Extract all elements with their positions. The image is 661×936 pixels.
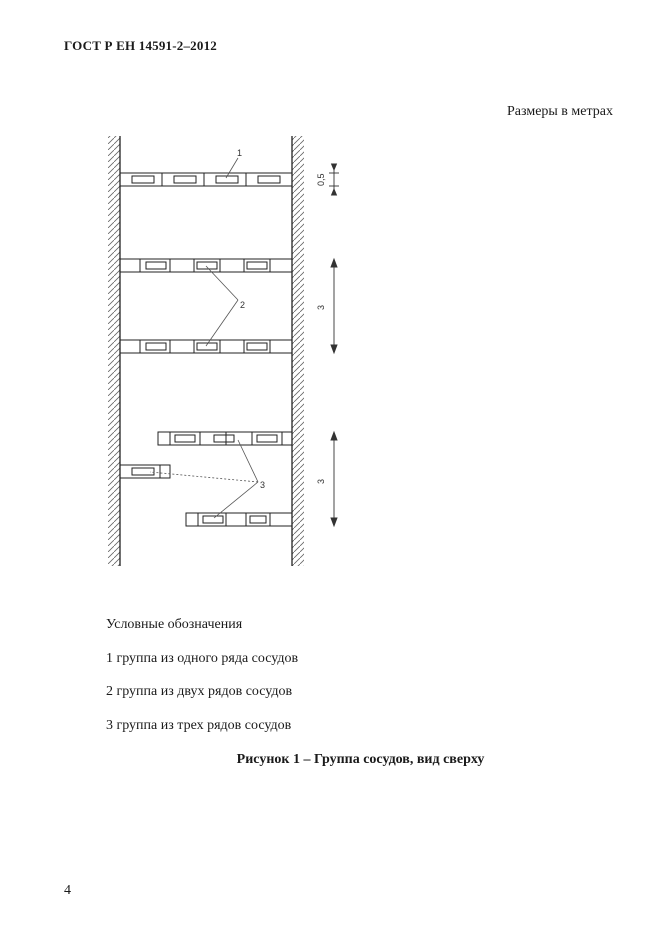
document-header: ГОСТ Р ЕН 14591-2–2012 <box>64 38 217 53</box>
dimension-label-group-3: 3 <box>316 478 326 484</box>
callout-leaders <box>150 158 258 518</box>
callout-2: 2 <box>240 300 246 310</box>
figure-caption <box>0 752 661 768</box>
units-note: Размеры в метрах <box>507 104 613 119</box>
left-wall <box>108 136 120 566</box>
legend-title: Условные обозначения <box>106 617 243 632</box>
right-wall <box>292 136 304 566</box>
callout-3: 3 <box>260 480 266 490</box>
legend-item-1: 1 группа из одного ряда сосудов <box>106 651 299 666</box>
dimension-label-row-spacing: 0,5 <box>316 173 326 186</box>
vessel-row-group-3-bottom <box>186 513 292 526</box>
vessel-row-group-2-lower <box>120 340 292 353</box>
vessel-row-group-2-upper <box>120 259 292 272</box>
legend-item-3: 3 группа из трех рядов сосудов <box>106 718 292 733</box>
vessel-row-group-3-top <box>158 432 292 445</box>
dimension-lines <box>329 164 339 526</box>
page-number: 4 <box>64 883 71 898</box>
dimension-label-group-2: 3 <box>316 304 326 310</box>
legend-item-2: 2 группа из двух рядов сосудов <box>106 684 293 699</box>
vessel-row-group-1 <box>120 173 292 186</box>
figure-caption-text: Рисунок 1 – Группа сосудов, вид сверху <box>236 752 485 767</box>
callout-1: 1 <box>237 148 243 158</box>
vessel-row-group-3-middle <box>120 465 170 478</box>
